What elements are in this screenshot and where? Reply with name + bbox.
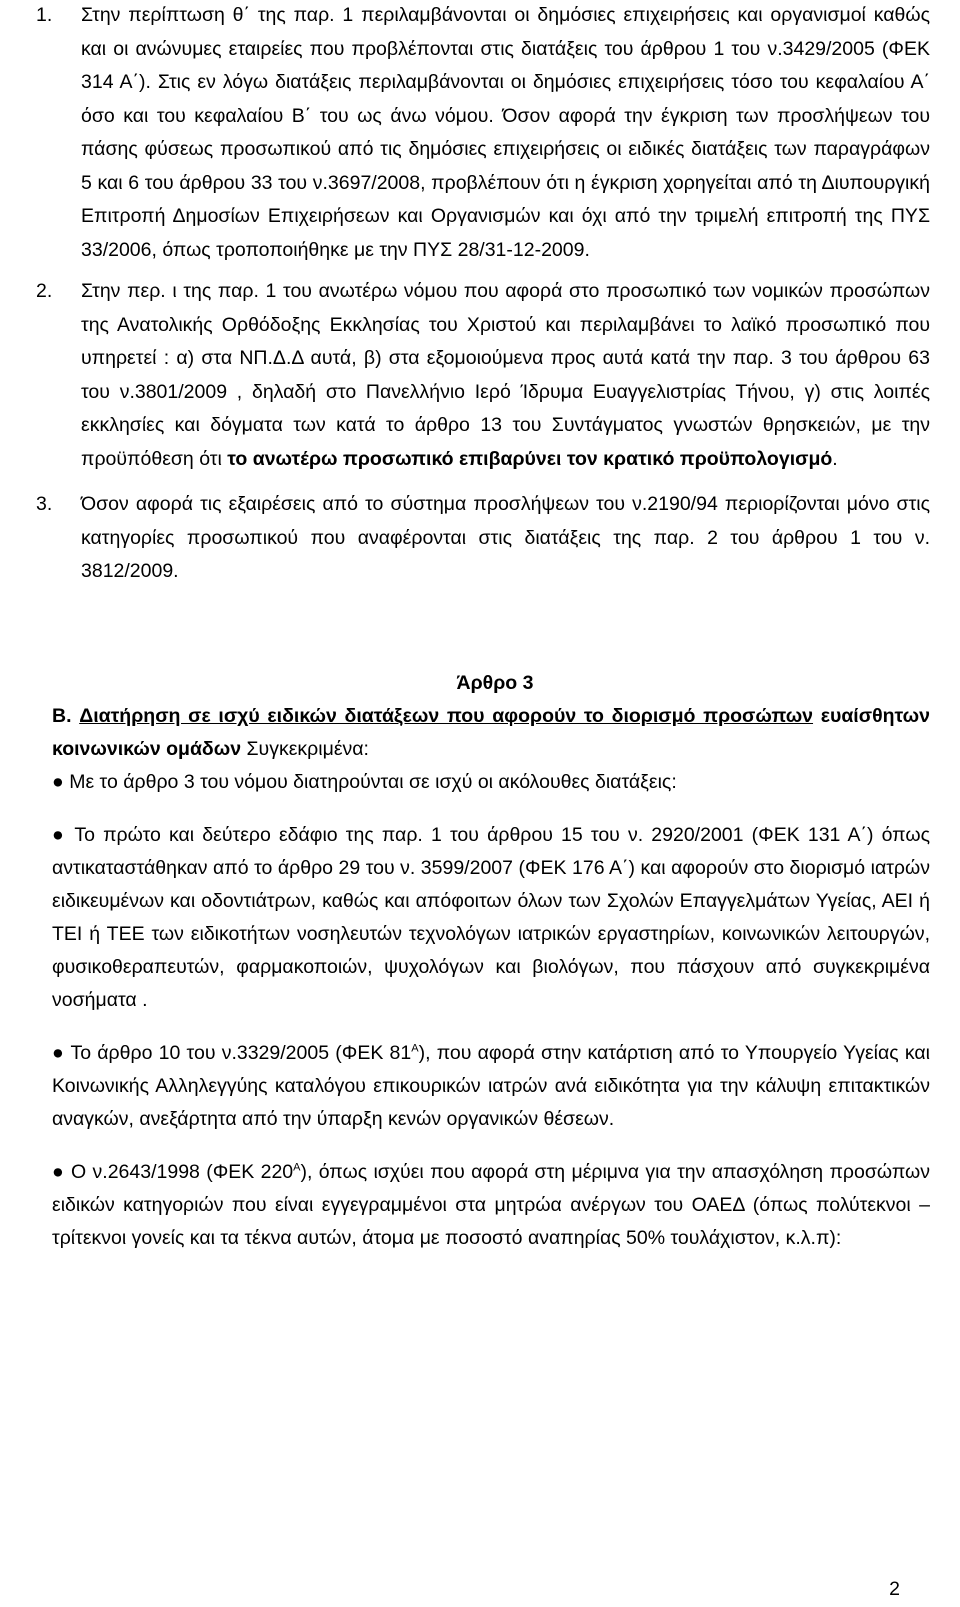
bullet-text-after: ), όπως ισχύει που αφορά στη μέριμνα για την απασχόληση προσώπων ειδικών κατηγοριών που είναι εγγεγραμμένοι στα μητρώα ανέργων του ΟΑΕΔ (όπως πολύτεκνοι – τρίτεκνοι γονείς και τα τέκνα αυτών, άτομα με ποσοστό αναπηρίας 50% τουλάχιστον, κ.λ.π): <box>52 1160 930 1249</box>
bullet-icon: ● <box>52 1160 65 1183</box>
numbered-paragraph-1 <box>36 0 930 267</box>
section-heading <box>52 700 930 766</box>
paragraph-end-text: . <box>832 447 838 470</box>
numbered-paragraph-3 <box>36 488 930 589</box>
paragraph-text: Στην περίπτωση θ΄ της παρ. 1 περιλαμβάνονται οι δημόσιες επιχειρήσεις και οργανισμοί καθώς και οι ανώνυμες εταιρείες που προβλέπονται στις διατάξεις του άρθρου 1 του ν.3429/2005 (ΦΕΚ 314 Α΄). Στις εν λόγω διατάξεις περιλαμβάνονται οι δημόσιες επιχειρήσεις τόσο του κεφαλαίου Α΄ όσο και του κεφαλαίου Β΄ του ως άνω νόμου. Όσον αφορά την έγκριση των προσλήψεων του πάσης φύσεως προσωπικού από τις δημόσιες επιχειρήσεις οι ειδικές διατάξεις των παραγράφων 5 και 6 του άρθρου 33 του ν.3697/2008, προβλέπουν ότι η έγκριση χορηγείται από τη Διυπουργική Επιτροπή Δημοσίων Επιχειρήσεων και Οργανισμών και όχι από την τριμελή επιτροπή της ΠΥΣ 33/2006, όπως τροποποιήθηκε με την ΠΥΣ 28/31-12-2009. <box>81 4 930 261</box>
paragraph-number: 3. <box>36 493 53 515</box>
section-letter: Β. <box>52 704 72 727</box>
bullet-item-4 <box>52 1156 930 1255</box>
bullet-text-before: Ο ν.2643/1998 (ΦΕΚ 220 <box>71 1160 294 1183</box>
section-tail: Συγκεκριμένα: <box>241 737 369 760</box>
bullet-item-2 <box>52 819 930 1017</box>
paragraph-number: 2. <box>36 280 53 302</box>
bullet-text: Με το άρθρο 3 του νόμου διατηρούνται σε ισχύ οι ακόλουθες διατάξεις: <box>69 770 677 793</box>
section-title: Διατήρηση σε ισχύ ειδικών διατάξεων που αφορούν το διορισμό προσώπων <box>79 704 814 727</box>
paragraph-text: Στην περ. ι της παρ. 1 του ανωτέρω νόμου που αφορά στο προσωπικό των νομικών προσώπων της Ανατολικής Ορθόδοξης Εκκλησίας του Χριστού και περιλαμβάνει το λαϊκό προσωπικό που υπηρετεί : α) στα ΝΠ.Δ.Δ αυτά, β) στα εξομοιούμενα προς αυτά κατά την παρ. 3 του άρθρου 63 του ν.3801/2009 , δηλαδή στο Πανελλήνιο Ιερό Ίδρυμα Ευαγγελιστρίας Τήνου, γ) στις λοιπές εκκλησίες και δόγματα των κατά το άρθρο 13 του Συντάγματος γνωστών θρησκειών, με την προϋπόθεση ότι <box>81 280 930 470</box>
bullet-superscript: Α <box>411 1042 419 1054</box>
bullet-icon: ● <box>52 770 64 793</box>
bullet-icon: ● <box>52 823 67 846</box>
page-number: 2 <box>889 1578 900 1600</box>
bullet-icon: ● <box>52 1041 65 1064</box>
document-page <box>36 0 930 1607</box>
section-title-continued: ευαίσθητων κοινωνικών ομάδων <box>52 704 930 760</box>
paragraph-number: 1. <box>36 4 53 26</box>
bullet-item-3 <box>52 1037 930 1136</box>
bullet-text-before: Το άρθρο 10 του ν.3329/2005 (ΦΕΚ 81 <box>70 1041 412 1064</box>
paragraph-text: Όσον αφορά τις εξαιρέσεις από το σύστημα προσλήψεων του ν.2190/94 περιορίζονται μόνο στις κατηγορίες προσωπικού που αναφέρονται στις διατάξεις της παρ. 2 του άρθρου 1 του ν. 3812/2009. <box>81 493 930 582</box>
numbered-paragraph-2 <box>36 275 930 476</box>
bullet-text-after: ), που αφορά στην κατάρτιση από το Υπουργείο Υγείας και Κοινωνικής Αλληλεγγύης καταλόγου επικουρικών ιατρών ανά ειδικότητα για την κάλυψη επιτακτικών αναγκών, ανεξάρτητα από την ύπαρξη κενών οργανικών θέσεων. <box>52 1041 930 1130</box>
bullet-superscript: Α <box>293 1161 301 1173</box>
bullet-item-1 <box>52 766 930 799</box>
article-title: Άρθρο 3 <box>456 671 534 694</box>
paragraph-bold-text: το ανωτέρω προσωπικό επιβαρύνει τον κρατικό προϋπολογισμό <box>227 447 833 470</box>
bullet-text: Το πρώτο και δεύτερο εδάφιο της παρ. 1 του άρθρου 15 του ν. 2920/2001 (ΦΕΚ 131 Α΄) όπως αντικαταστάθηκαν από το άρθρο 29 του ν. 3599/2007 (ΦΕΚ 176 Α΄) και αφορούν στο διορισμό ιατρών ειδικευμένων και οδοντιάτρων, καθώς και απόφοιτων όλων των Σχολών Επαγγελμάτων Υγείας, ΑΕΙ ή ΤΕΙ ή ΤΕΕ των ειδικοτήτων νοσηλευτών τεχνολόγων ιατρικών εργαστηρίων, κοινωνικών λειτουργών, φυσικοθεραπευτών, φαρμακοποιών, ψυχολόγων και βιολόγων, που πάσχουν από συγκεκριμένα νοσήματα . <box>52 823 930 1011</box>
